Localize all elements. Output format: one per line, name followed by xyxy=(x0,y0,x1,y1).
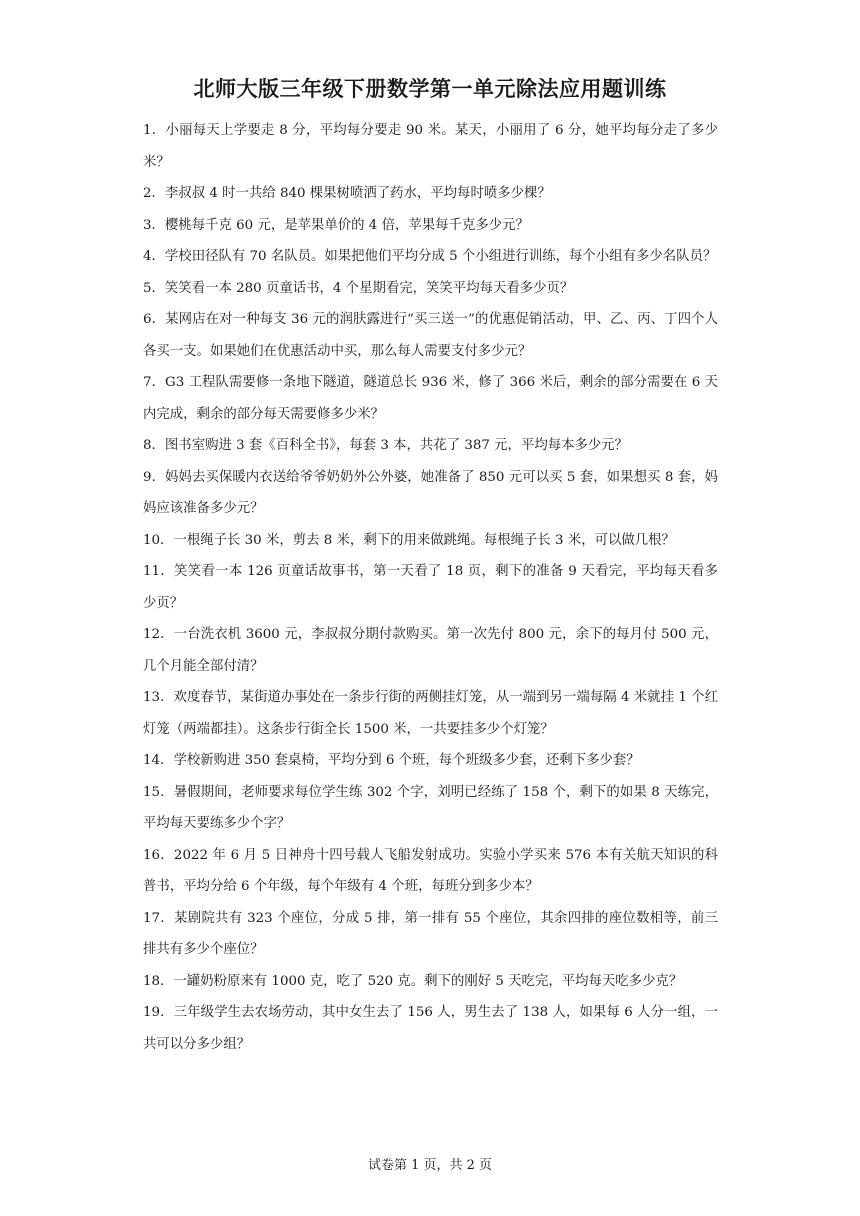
question-item xyxy=(143,903,718,966)
question-item xyxy=(143,525,718,557)
question-text: 一台洗衣机 3600 元，李叔叔分期付款购买。第一次先付 800 元，余下的每月付 500 元，几个月能全部付清？ xyxy=(143,627,718,674)
question-number: 18． xyxy=(143,973,174,989)
question-list xyxy=(143,115,718,1060)
question-item xyxy=(143,115,718,178)
question-item xyxy=(143,966,718,998)
question-item xyxy=(143,840,718,903)
question-text: 学校田径队有 70 名队员。如果把他们平均分成 5 个小组进行训练，每个小组有多少名队员？ xyxy=(164,249,717,264)
question-item xyxy=(143,367,718,430)
question-text: 某网店在对一种每支 36 元的润肤露进行“买三送一”的优惠促销活动，甲、乙、丙、丁四个人各买一支。如果她们在优惠活动中买，那么每人需要支付多少元？ xyxy=(143,312,718,359)
question-item xyxy=(143,556,718,619)
question-number: 16． xyxy=(143,847,174,863)
question-number: 8． xyxy=(143,438,165,453)
question-number: 1． xyxy=(143,123,166,138)
question-text: 笑笑看一本 126 页童话故事书，第一天看了 18 页，剩下的准备 9 天看完，平均每天看多少页？ xyxy=(143,564,718,611)
question-number: 9． xyxy=(143,469,166,485)
question-item xyxy=(143,777,718,840)
question-number: 10． xyxy=(143,532,174,548)
question-text: 某剧院共有 323 个座位，分成 5 排，第一排有 55 个座位，其余四排的座位数相等，前三排共有多少个座位？ xyxy=(143,910,718,957)
question-number: 13． xyxy=(143,690,174,705)
question-number: 11． xyxy=(143,564,175,579)
question-text: 笑笑看一本 280 页童话书，4 个星期看完，笑笑平均每天看多少页？ xyxy=(164,280,574,296)
question-text: 三年级学生去农场劳动，其中女生去了 156 人，男生去了 138 人，如果每 6 人分一组，一共可以分多少组？ xyxy=(143,1005,718,1052)
question-text: G3 工程队需要修一条地下隧道，隧道总长 936 米，修了 366 米后，剩余的部分需要在 6 天内完成，剩余的部分每天需要修多少米？ xyxy=(143,375,718,422)
question-item xyxy=(143,997,718,1060)
question-text: 樱桃每千克 60 元，是苹果单价的 4 倍，苹果每千克多少元？ xyxy=(164,217,529,233)
question-item xyxy=(143,178,718,210)
question-text: 欢度春节，某街道办事处在一条步行街的两侧挂灯笼，从一端到另一端每隔 4 米就挂 1 个红灯笼（两端都挂）。这条步行街全长 1500 米，一共要挂多少个灯笼？ xyxy=(143,690,719,737)
question-item xyxy=(143,210,718,242)
question-number: 7． xyxy=(143,375,166,390)
question-number: 2． xyxy=(143,186,165,201)
question-text: 一罐奶粉原来有 1000 克，吃了 520 克。剩下的刚好 5 天吃完，平均每天吃多少克？ xyxy=(173,973,683,989)
question-text: 一根绳子长 30 米，剪去 8 米，剩下的用来做跳绳。每根绳子长 3 米，可以做几根？ xyxy=(173,532,675,548)
question-text: 小丽每天上学要走 8 分，平均每分要走 90 米。某天，小丽用了 6 分，她平均每分走了多少米？ xyxy=(143,123,718,170)
question-item xyxy=(143,241,718,273)
question-text: 妈妈去买保暖内衣送给爷爷奶奶外公外婆，她准备了 850 元可以买 5 套，如果想买 8 套，妈妈应该准备多少元？ xyxy=(143,469,718,516)
question-number: 12． xyxy=(143,627,174,642)
question-item xyxy=(143,430,718,462)
question-number: 6． xyxy=(143,312,166,327)
question-text: 图书室购进 3 套《百科全书》，每套 3 本，共花了 387 元，平均每本多少元？ xyxy=(164,438,629,453)
question-number: 17． xyxy=(143,910,175,926)
question-item xyxy=(143,273,718,305)
question-item xyxy=(143,619,718,682)
question-number: 19． xyxy=(143,1005,174,1020)
question-text: 暑假期间，老师要求每位学生练 302 个字，刘明已经练了 158 个，剩下的如果 8 天练完，平均每天要练多少个字？ xyxy=(143,784,718,831)
question-number: 4． xyxy=(143,249,165,264)
question-number: 14． xyxy=(143,753,174,768)
question-item xyxy=(143,745,718,777)
page-footer: 试卷第 1 页，共 2 页 xyxy=(367,1158,493,1173)
question-item xyxy=(143,682,718,745)
question-text: 2022 年 6 月 5 日神舟十四号载人飞船发射成功。实验小学买来 576 本有关航天知识的科普书，平均分给 6 个年级，每个年级有 4 个班，每班分到多少本？ xyxy=(143,847,718,894)
question-text: 学校新购进 350 套桌椅，平均分到 6 个班，每个班级多少套，还剩下多少套？ xyxy=(173,753,640,768)
question-number: 5． xyxy=(143,280,165,296)
page-title: 北师大版三年级下册数学第一单元除法应用题训练 xyxy=(193,76,667,101)
question-text: 李叔叔 4 时一共给 840 棵果树喷洒了药水，平均每时喷多少棵？ xyxy=(164,186,551,201)
question-number: 15． xyxy=(143,784,174,800)
question-number: 3． xyxy=(143,217,165,233)
question-item xyxy=(143,462,718,525)
question-item xyxy=(143,304,718,367)
